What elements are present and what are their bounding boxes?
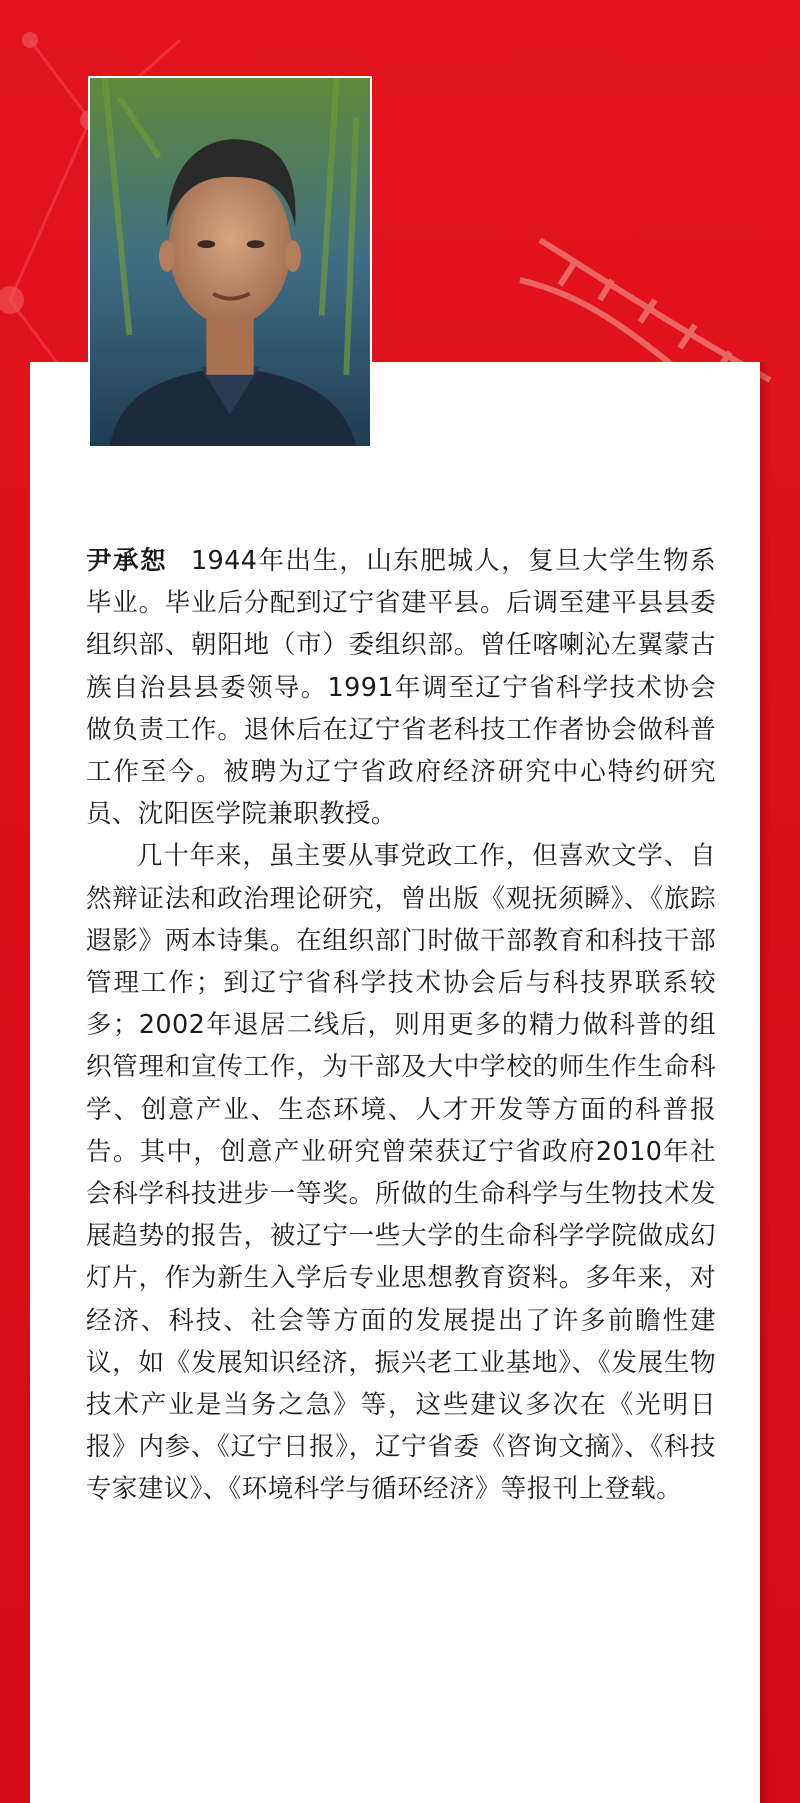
author-biography	[86, 540, 716, 1511]
author-name: 尹承恕	[86, 546, 167, 576]
bio-paragraph-1-text: 1944年出生，山东肥城人，复旦大学生物系毕业。毕业后分配到辽宁省建平县。后调至建平县县委组织部、朝阳地（市）委组织部。曾任喀喇沁左翼蒙古族自治县县委领导。1991年调至辽宁省科学技术协会做负责工作。退休后在辽宁省老科技工作者协会做科普工作至今。被聘为辽宁省政府经济研究中心特约研究员、沈阳医学院兼职教授。	[86, 546, 717, 830]
bio-paragraph-1	[86, 540, 716, 835]
panel-shadow	[760, 362, 770, 1803]
author-portrait-photo	[88, 76, 372, 448]
bio-paragraph-2: 几十年来，虽主要从事党政工作，但喜欢文学、自然辩证法和政治理论研究，曾出版《观抚须瞬》、《旅踪遐影》两本诗集。在组织部门时做干部教育和科技干部管理工作；到辽宁省科学技术协会后与科技界联系较多；2002年退居二线后，则用更多的精力做科普的组织管理和宣传工作，为干部及大中学校的师生作生命科学、创意产业、生态环境、人才开发等方面的科普报告。其中，创意产业研究曾荣获辽宁省政府2010年社会科学科技进步一等奖。所做的生命科学与生物技术发展趋势的报告，被辽宁一些大学的生命科学学院做成幻灯片，作为新生入学后专业思想教育资料。多年来，对经济、科技、社会等方面的发展提出了许多前瞻性建议，如《发展知识经济，振兴老工业基地》、《发展生物技术产业是当务之急》等，这些建议多次在《光明日报》内参、《辽宁日报》，辽宁省委《咨询文摘》、《科技专家建议》、《环境科学与循环经济》等报刊上登载。	[86, 841, 716, 1505]
